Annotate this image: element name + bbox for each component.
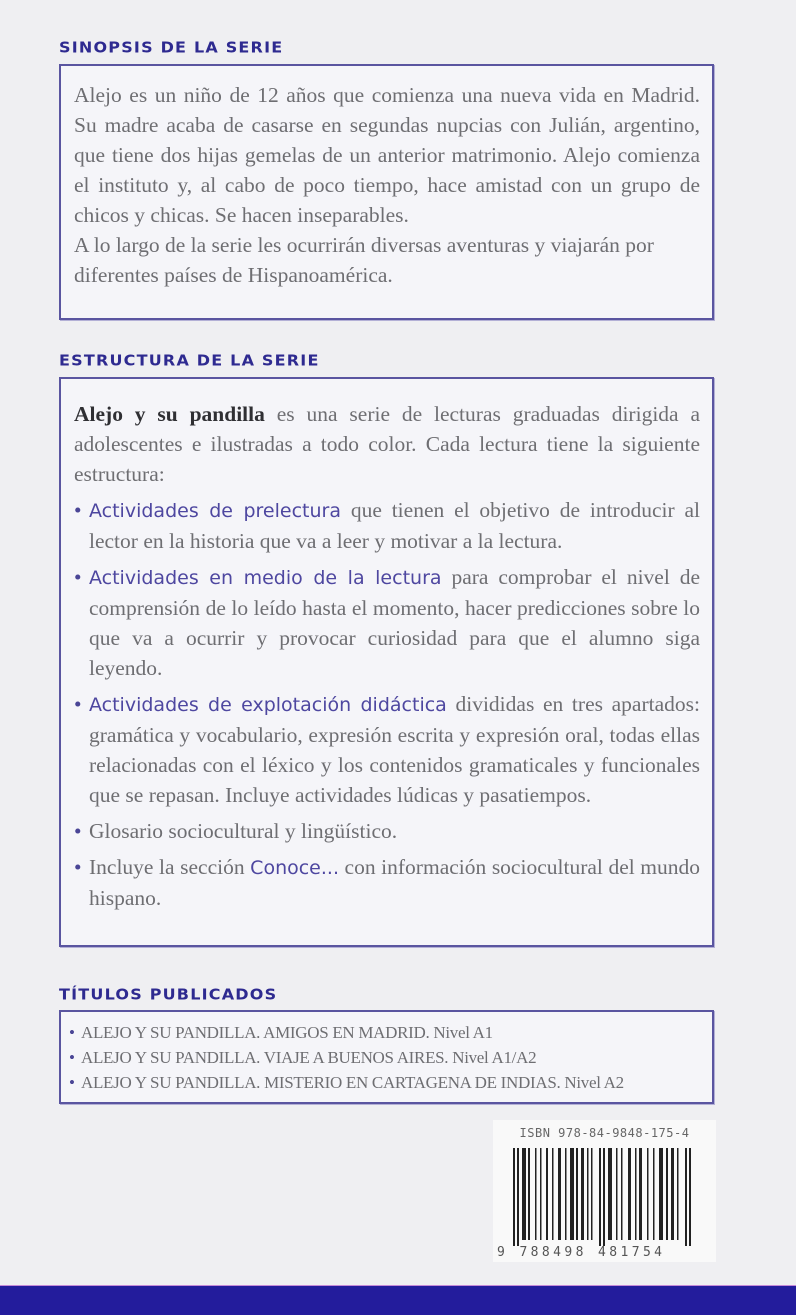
structure-box xyxy=(59,377,714,947)
item-text: Glosario sociocultural y lingüístico. xyxy=(89,819,398,843)
series-name: Alejo y su pandilla xyxy=(74,402,265,426)
isbn-barcode xyxy=(493,1120,716,1262)
list-item xyxy=(74,852,700,913)
item-highlight: Conoce... xyxy=(250,857,339,879)
barcode-digits: 9 788498 481754 xyxy=(497,1245,666,1260)
item-text: con información sociocultural del mundo hispano. xyxy=(89,855,701,910)
item-highlight: Actividades de prelectura xyxy=(89,500,341,522)
list-item xyxy=(74,816,700,846)
synopsis-paragraph-2: A lo largo de la serie les ocurrirán diversas aventuras y viajarán por diferentes países de Hispanoamérica. xyxy=(74,233,654,287)
titles-heading: TÍTULOS PUBLICADOS xyxy=(59,985,278,1004)
synopsis-paragraph-1: Alejo es un niño de 12 años que comienza una nueva vida en Madrid. Su madre acaba de casarse en segundas nupcias con Julián, argentino, que tiene dos hijas gemelas de un anterior matrimonio. Alejo comienza el instituto y, al cabo de poco tiempo, hace amistad con un grupo de chicos y chicas. Se hacen inseparables. xyxy=(74,83,700,227)
synopsis-box xyxy=(59,64,714,320)
structure-intro-text: es una serie de lecturas graduadas dirigida a adolescentes e ilustradas a todo color. Cada lectura tiene la siguiente estructura: xyxy=(74,402,700,486)
title-item: • ALEJO Y SU PANDILLA. AMIGOS EN MADRID. Nivel A1 xyxy=(69,1020,702,1045)
list-item xyxy=(74,562,700,683)
structure-intro xyxy=(74,399,700,489)
item-text: para comprobar el nivel de comprensión de lo leído hasta el momento, hacer predicciones sobre lo que va a ocurrir y provocar curiosidad para que el alumno siga leyendo. xyxy=(89,565,701,680)
titles-list xyxy=(69,1020,702,1095)
structure-list xyxy=(74,495,700,913)
list-item xyxy=(74,689,700,810)
isbn-label: ISBN 978-84-9848-175-4 xyxy=(519,1126,690,1140)
synopsis-heading: SINOPSIS DE LA SERIE xyxy=(59,38,284,57)
footer-color-band xyxy=(0,1285,796,1315)
item-prefix: Incluye la sección xyxy=(89,855,251,879)
item-text: divididas en tres apartados: gramática y vocabulario, expresión escrita y expresión oral, todas ellas relacionadas con el léxico y los contenidos gramaticales y funcionales que se repasan. Incluye actividades lúdicas y pasatiempos. xyxy=(89,692,700,807)
structure-heading: ESTRUCTURA DE LA SERIE xyxy=(59,351,320,370)
list-item xyxy=(74,495,700,556)
title-item: • ALEJO Y SU PANDILLA. MISTERIO EN CARTAGENA DE INDIAS. Nivel A2 xyxy=(69,1070,702,1095)
barcode-bars-icon xyxy=(513,1148,695,1246)
title-item: • ALEJO Y SU PANDILLA. VIAJE A BUENOS AIRES. Nivel A1/A2 xyxy=(69,1045,702,1070)
item-highlight: Actividades de explotación didáctica xyxy=(89,694,447,716)
item-highlight: Actividades en medio de la lectura xyxy=(89,567,442,589)
item-text: que tienen el objetivo de introducir al lector en la historia que va a leer y motivar a la lectura. xyxy=(89,498,700,553)
titles-box xyxy=(59,1010,714,1104)
